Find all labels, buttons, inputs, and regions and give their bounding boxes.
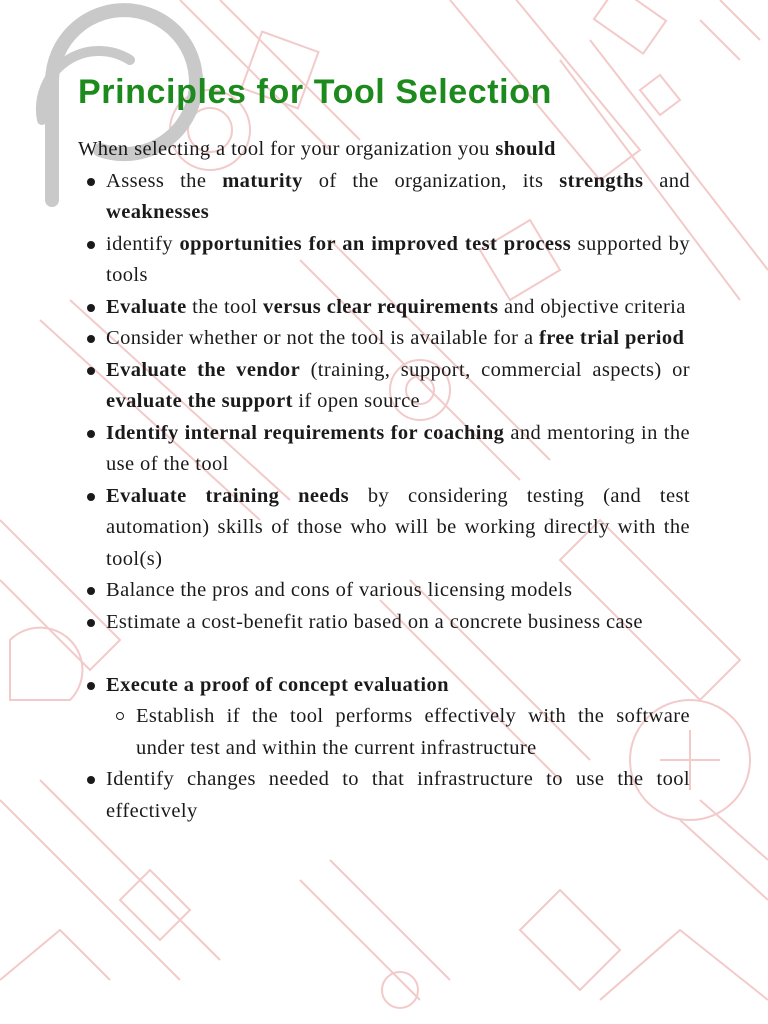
bold-text: versus clear requirements bbox=[262, 295, 499, 318]
bold-text: Evaluate bbox=[106, 295, 187, 318]
item-text: supported by tools bbox=[106, 232, 690, 286]
list-item bbox=[78, 355, 690, 418]
list-item-poc bbox=[78, 670, 690, 765]
item-text: of the organization, its bbox=[302, 169, 560, 192]
item-text: (training, support, commercial aspects) or bbox=[300, 358, 690, 381]
bold-text: free trial period bbox=[538, 327, 685, 349]
item-text: and objective criteria bbox=[498, 295, 686, 318]
list-item bbox=[78, 229, 690, 292]
item-text: by considering testing (and test automation) skills of those who will be working directly with the tool(s) bbox=[106, 484, 690, 570]
list-item: Identify changes needed to that infrastructure to use the tool effectively bbox=[78, 764, 690, 827]
intro-text: When selecting a tool for your organization you bbox=[78, 138, 496, 160]
list-item bbox=[78, 418, 690, 481]
bold-text: Evaluate the vendor bbox=[106, 358, 301, 381]
item-text: Consider whether or not the tool is available for a bbox=[106, 327, 539, 349]
poc-sublist bbox=[106, 701, 690, 764]
poc-label: Execute a proof of concept evaluation bbox=[106, 673, 449, 696]
list-item bbox=[78, 292, 690, 324]
list-item bbox=[78, 323, 690, 355]
item-text: Balance the pros and cons of various licensing models bbox=[106, 579, 573, 601]
bold-text: opportunities for an improved test process bbox=[179, 232, 572, 255]
intro-line bbox=[78, 134, 690, 166]
list-item bbox=[78, 575, 690, 607]
sublist-item: Establish if the tool performs effectively with the software under test and within the current infrastructure bbox=[106, 701, 690, 764]
item-text: the tool bbox=[186, 295, 263, 318]
item-text: Estimate a cost-benefit ratio based on a concrete business case bbox=[106, 610, 643, 633]
bold-text: Identify internal requirements for coaching bbox=[106, 421, 505, 444]
list-item bbox=[78, 481, 690, 576]
item-text: and bbox=[643, 169, 691, 192]
principles-list bbox=[78, 166, 690, 828]
bold-text: weaknesses bbox=[106, 201, 210, 223]
item-text: and mentoring in the use of the tool bbox=[106, 421, 690, 475]
bold-text: maturity bbox=[222, 169, 303, 192]
intro-bold: should bbox=[495, 138, 556, 160]
item-text: identify bbox=[106, 232, 180, 255]
list-item bbox=[78, 607, 690, 639]
item-text: Assess the bbox=[106, 169, 223, 192]
item-text: if open source bbox=[292, 390, 421, 412]
bold-text: evaluate the support bbox=[106, 390, 293, 412]
bold-text: strengths bbox=[559, 169, 644, 192]
list-item bbox=[78, 166, 690, 229]
page-title: Principles for Tool Selection bbox=[78, 73, 552, 111]
bold-text: Evaluate training needs bbox=[106, 484, 350, 507]
document-body bbox=[78, 70, 690, 827]
